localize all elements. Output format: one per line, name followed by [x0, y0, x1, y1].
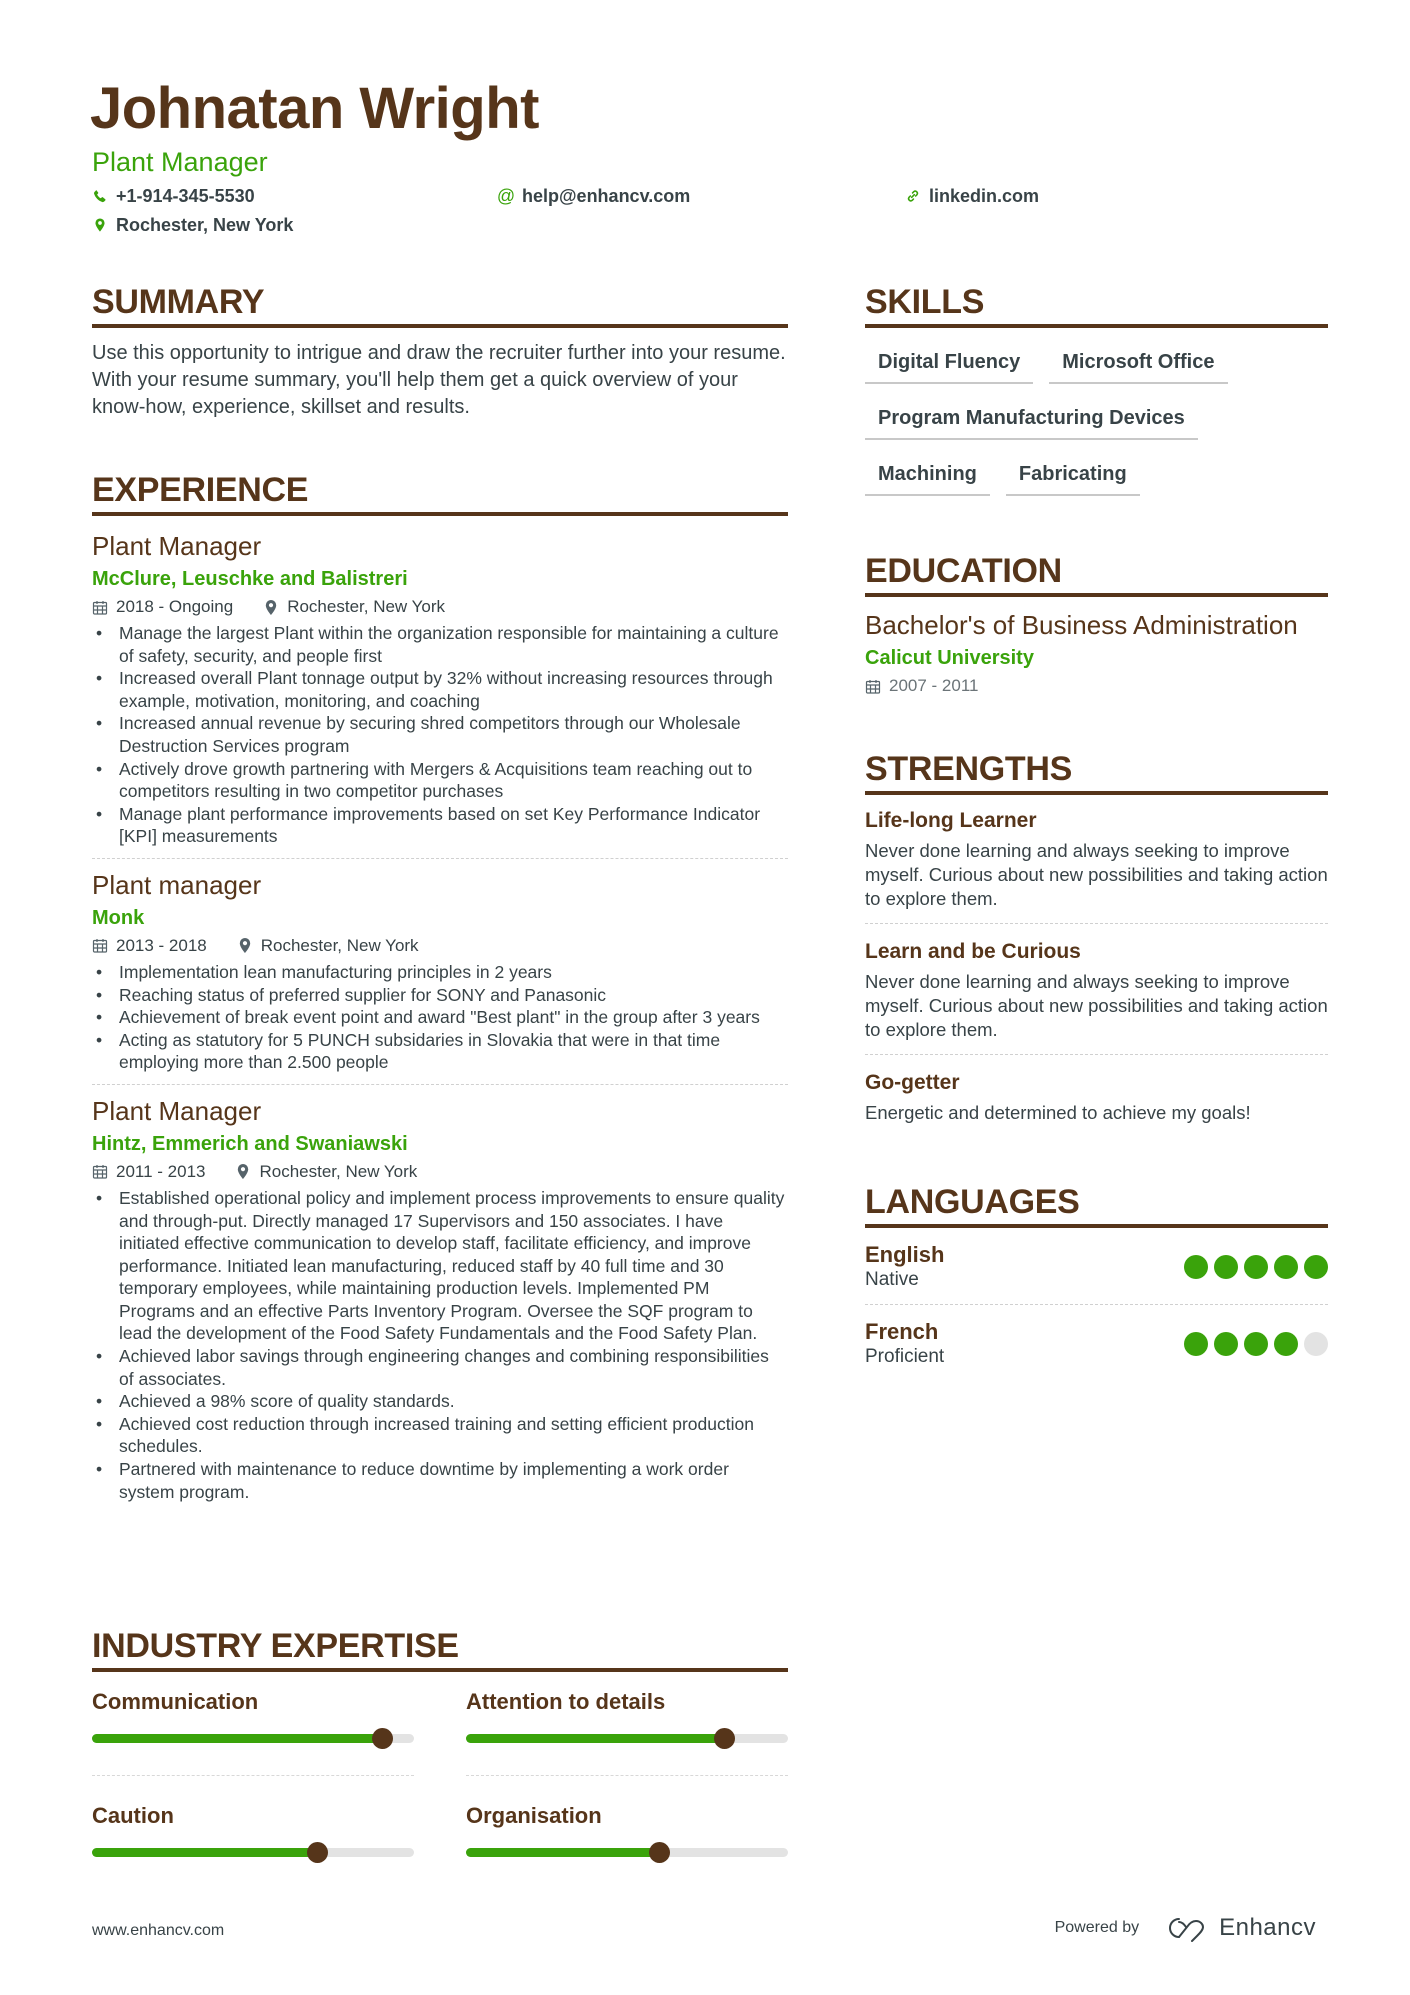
job-dates: 2013 - 2018: [116, 935, 207, 955]
job-company: Hintz, Emmerich and Swaniawski: [92, 1132, 408, 1155]
job-location: Rochester, New York: [259, 1161, 418, 1181]
skill-tag: Microsoft Office: [1049, 342, 1227, 384]
summary-text: Use this opportunity to intrigue and draw the recruiter further into your resume. With your resume summary, you'll help them get a quick overview of your know-how, experience, skillset and results.: [92, 342, 786, 418]
job-bullet: • Achievement of break event point and award "Best plant" in the group after 3 years: [92, 1006, 788, 1029]
expertise-label: Caution: [92, 1803, 174, 1828]
education-school: Calicut University: [865, 647, 1034, 669]
link-icon: [905, 187, 921, 205]
job-location: Rochester, New York: [260, 935, 419, 955]
job-bullet: • Acting as statutory for 5 PUNCH subsidaries in Slovakia that were in that time employing more than 2.500 people: [92, 1029, 788, 1074]
location-pin-icon: [92, 216, 108, 234]
location-pin-icon: [235, 1163, 251, 1180]
brand-name: Enhancv: [1219, 1914, 1316, 1941]
strength-item: [865, 938, 1328, 1042]
job-location: Rochester, New York: [287, 597, 446, 616]
job-title: Plant Manager: [92, 1095, 262, 1126]
education-section: [865, 551, 1328, 697]
job-bullet: • Reaching status of preferred supplier for SONY and Panasonic: [92, 984, 788, 1007]
contact-phone[interactable]: [92, 185, 255, 207]
education-degree: Bachelor's of Business Administration: [865, 610, 1298, 640]
calendar-icon: [92, 937, 108, 954]
rating-dot-filled: [1214, 1255, 1238, 1279]
strength-title: Go-getter: [865, 1071, 960, 1094]
skills-list: [865, 342, 1328, 510]
expertise-item: [466, 1802, 788, 1857]
rating-dot-filled: [1184, 1255, 1208, 1279]
language-rating: [1178, 1255, 1328, 1279]
strength-description: Energetic and determined to achieve my goals!: [865, 1102, 1251, 1123]
experience-section: [92, 470, 788, 1503]
expertise-label: Communication: [92, 1689, 259, 1714]
job-bullet: • Achieved cost reduction through increased training and setting efficient production schedules.: [92, 1413, 788, 1458]
strength-title: Life-long Learner: [865, 809, 1037, 832]
linkedin-text: linkedin.com: [929, 186, 1040, 206]
entry-divider: [865, 923, 1328, 924]
enhancv-logo: [1165, 1914, 1316, 1942]
entry-divider: [92, 858, 788, 859]
job-bullets: [92, 622, 788, 848]
job-bullet: • Increased overall Plant tonnage output by 32% without increasing resources through example, motivation, monitoring, and coaching: [92, 667, 788, 712]
rating-dot-filled: [1274, 1332, 1298, 1356]
languages-section: [865, 1182, 1328, 1369]
job-meta: [92, 1161, 788, 1183]
expertise-bar: [466, 1848, 788, 1857]
job-bullets: [92, 961, 788, 1074]
expertise-bar: [92, 1848, 414, 1857]
expertise-bar-knob: [649, 1842, 670, 1863]
rating-dot-filled: [1214, 1332, 1238, 1356]
candidate-name: Johnatan Wright: [90, 76, 539, 141]
job-company: McClure, Leuschke and Balistreri: [92, 568, 408, 590]
job-bullet: • Actively drove growth partnering with Mergers & Acquisitions team reaching out to competitors resulting in two competitor purchases: [92, 758, 788, 803]
language-rating: [1178, 1332, 1328, 1356]
summary-section: [92, 282, 788, 421]
expertise-bar-fill: [92, 1734, 382, 1743]
experience-entry: [92, 869, 788, 1074]
summary-heading: SUMMARY: [92, 283, 265, 321]
strength-description: Never done learning and always seeking to improve myself. Curious about new possibilities and taking action to explore them.: [865, 840, 1328, 909]
location-pin-icon: [263, 599, 279, 616]
calendar-icon: [865, 678, 881, 695]
education-meta: [865, 675, 1328, 697]
job-bullet: • Achieved a 98% score of quality standards.: [92, 1390, 788, 1413]
languages-heading: LANGUAGES: [865, 1183, 1080, 1221]
rating-dot-filled: [1184, 1332, 1208, 1356]
job-dates: 2011 - 2013: [116, 1161, 206, 1181]
contact-email[interactable]: [498, 185, 690, 207]
job-dates: 2018 - Ongoing: [116, 597, 234, 616]
strength-item: [865, 1069, 1328, 1125]
strengths-heading: STRENGTHS: [865, 750, 1072, 788]
expertise-bar-knob: [714, 1728, 735, 1749]
footer-branding[interactable]: [1055, 1914, 1316, 1942]
language-name: French: [865, 1319, 939, 1344]
experience-entry: [92, 530, 788, 848]
language-name: English: [865, 1242, 945, 1267]
strength-description: Never done learning and always seeking to improve myself. Curious about new possibilities and taking action to explore them.: [865, 971, 1328, 1040]
entry-divider: [466, 1775, 788, 1776]
at-icon: @: [496, 186, 516, 206]
language-item: [865, 1319, 1328, 1369]
enhancv-logo-icon: [1165, 1914, 1211, 1942]
expertise-section: [92, 1626, 788, 1857]
language-level: Native: [865, 1269, 919, 1290]
job-bullet: • Achieved labor savings through engineering changes and combining responsibilities of associates.: [92, 1345, 788, 1390]
section-divider: [865, 593, 1328, 597]
expertise-bar-knob: [307, 1842, 328, 1863]
expertise-item: [92, 1688, 414, 1802]
rating-dot-filled: [1244, 1332, 1268, 1356]
job-bullet: • Established operational policy and implement process improvements to ensure quality and through-put. Directly managed 17 Supervisors and 150 associates. I have initiated effective communication to develop staff, facilitate efficiency, and improve performance. Initiated lean manufacturing, reduced staff by 40 full time and 30 temporary employees, while maintaining production levels. Implemented PM Programs and an effective Parts Inventory Program. Oversee the SQF program to lead the development of the Food Safety Fundamentals and the Food Safety Plan.: [92, 1187, 788, 1345]
calendar-icon: [92, 1163, 108, 1180]
job-title: Plant manager: [92, 869, 262, 900]
entry-divider: [92, 1775, 414, 1776]
candidate-title: Plant Manager: [92, 147, 268, 177]
phone-icon: [92, 187, 108, 205]
section-divider: [865, 324, 1328, 328]
job-title: Plant Manager: [92, 531, 262, 561]
expertise-bar-fill: [466, 1848, 659, 1857]
powered-by-text: Powered by: [1054, 1919, 1140, 1936]
footer-website-link[interactable]: www.enhancv.com: [92, 1922, 225, 1939]
experience-heading: EXPERIENCE: [92, 471, 309, 509]
strengths-section: [865, 749, 1328, 1125]
skill-tag: Machining: [865, 454, 990, 496]
job-bullet: • Manage the largest Plant within the organization responsible for maintaining a culture of safety, security, and people first: [92, 622, 788, 667]
job-bullet: • Manage plant performance improvements based on set Key Performance Indicator [KPI] measurements: [92, 803, 788, 848]
entry-divider: [92, 1084, 788, 1085]
expertise-bar-knob: [372, 1728, 393, 1749]
expertise-bar: [466, 1734, 788, 1743]
entry-divider: [865, 1054, 1328, 1055]
location-text: Rochester, New York: [116, 215, 294, 235]
skills-section: [865, 282, 1328, 510]
skill-tag: Digital Fluency: [865, 342, 1033, 384]
expertise-bar-fill: [92, 1848, 317, 1857]
expertise-label: Attention to details: [466, 1689, 666, 1714]
job-bullets: [92, 1187, 788, 1503]
expertise-bar: [92, 1734, 414, 1743]
expertise-heading: INDUSTRY EXPERTISE: [92, 1627, 459, 1665]
expertise-item: [466, 1688, 788, 1802]
job-bullet: • Implementation lean manufacturing principles in 2 years: [92, 961, 788, 984]
strength-item: [865, 807, 1328, 911]
skill-tag: Program Manufacturing Devices: [865, 398, 1198, 440]
language-level: Proficient: [865, 1346, 945, 1367]
phone-text: +1-914-345-5530: [116, 186, 255, 206]
skills-heading: SKILLS: [865, 283, 985, 321]
calendar-icon: [92, 599, 108, 616]
rating-dot-filled: [1244, 1255, 1268, 1279]
strength-title: Learn and be Curious: [865, 940, 1081, 963]
rating-dot-filled: [1304, 1255, 1328, 1279]
education-heading: EDUCATION: [865, 552, 1062, 590]
expertise-bar-fill: [466, 1734, 724, 1743]
section-divider: [92, 1668, 788, 1672]
job-meta: [92, 935, 788, 957]
experience-entry: [92, 1095, 788, 1503]
job-bullet: • Partnered with maintenance to reduce downtime by implementing a work order system program.: [92, 1458, 788, 1503]
location-pin-icon: [237, 937, 253, 954]
rating-dot-filled: [1274, 1255, 1298, 1279]
education-dates: 2007 - 2011: [889, 676, 979, 695]
email-text: help@enhancv.com: [522, 186, 691, 206]
rating-dot-empty: [1304, 1332, 1328, 1356]
skill-tag: Fabricating: [1006, 454, 1140, 496]
expertise-item: [92, 1802, 414, 1857]
contact-location: [92, 214, 293, 236]
language-item: [865, 1242, 1328, 1292]
job-company: Monk: [92, 906, 145, 929]
section-divider: [92, 324, 788, 328]
expertise-label: Organisation: [466, 1803, 602, 1828]
entry-divider: [865, 1304, 1328, 1305]
contact-linkedin[interactable]: [905, 185, 1039, 207]
job-bullet: • Increased annual revenue by securing shred competitors through our Wholesale Destruction Services program: [92, 712, 788, 757]
expertise-grid: [92, 1688, 788, 1857]
job-meta: [92, 596, 788, 618]
